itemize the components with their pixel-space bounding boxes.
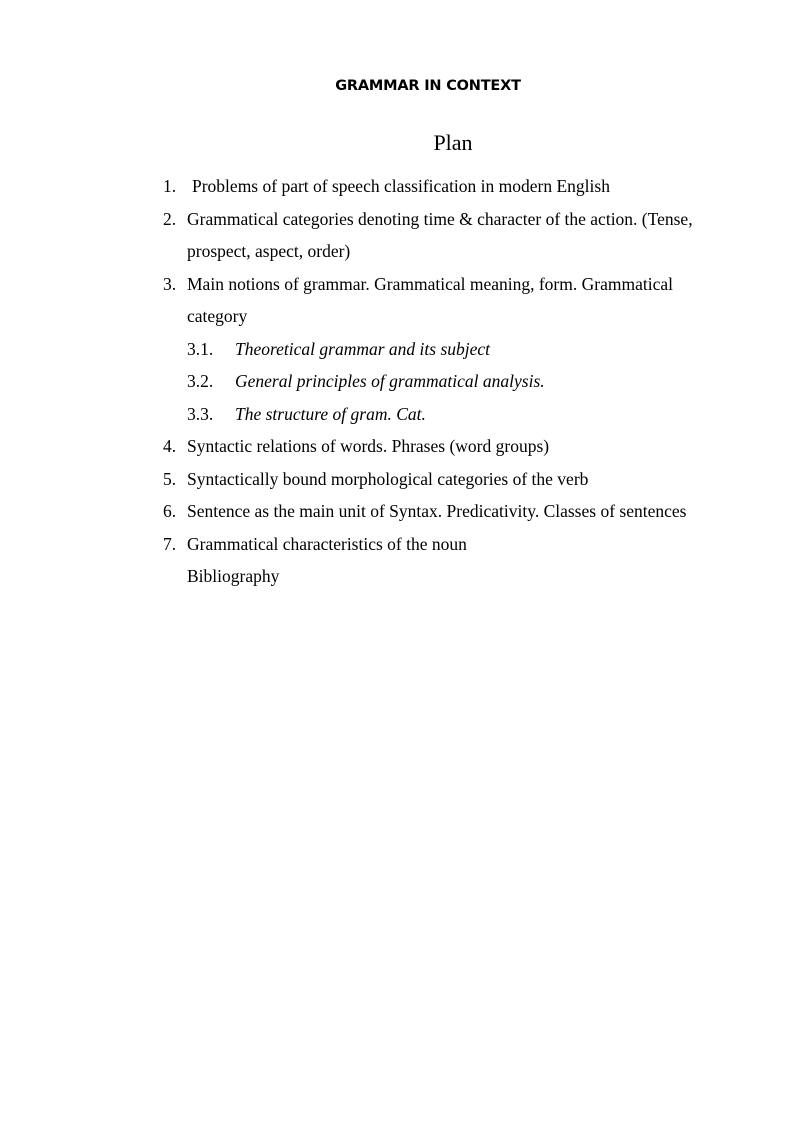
item-text: Syntactically bound morphological categories of the verb [187,468,589,489]
item-text: Main notions of grammar. Grammatical meaning, form. Grammatical [187,273,673,294]
sub-item-number: 3.1. [187,338,214,359]
sub-list-item [0,398,800,431]
item-number: 6. [163,501,177,521]
item-text: category [187,306,248,326]
list-item [0,463,800,496]
list-item [0,495,800,528]
sub-item-number: 3.2. [187,371,214,391]
sub-list-item [0,333,800,366]
list-item [0,170,800,203]
list-item [0,268,800,301]
item-number: 5. [163,468,177,489]
bibliography-line [0,560,800,593]
item-number: 3. [163,273,177,294]
item-text: Sentence as the main unit of Syntax. Predicativity. Classes of sentences [187,501,687,521]
item-text: Problems of part of speech classification in modern English [192,176,610,196]
item-text: prospect, aspect, order) [187,241,351,261]
item-number: 4. [163,436,177,456]
list-item-continuation [0,235,800,268]
sub-item-text: Theoretical grammar and its subject [235,338,491,359]
item-text: Grammatical characteristics of the noun [187,533,467,554]
item-text: Syntactic relations of words. Phrases (word groups) [187,436,550,456]
plan-list [0,170,800,593]
item-number: 2. [163,208,177,229]
sub-list-item [0,365,800,398]
list-item-continuation [0,300,800,333]
list-item [0,430,800,463]
bibliography-label: Bibliography [187,566,280,586]
page-title: GRAMMAR IN CONTEXT [335,78,521,94]
item-number: 7. [163,533,177,554]
plan-heading: Plan [433,130,473,155]
list-item [0,203,800,236]
sub-item-text: The structure of gram. Cat. [235,403,426,424]
item-text: Grammatical categories denoting time & character of the action. (Tense, [187,208,693,229]
sub-item-number: 3.3. [187,403,214,424]
sub-item-text: General principles of grammatical analysis. [235,371,545,391]
list-item [0,528,800,561]
item-number: 1. [163,176,177,196]
